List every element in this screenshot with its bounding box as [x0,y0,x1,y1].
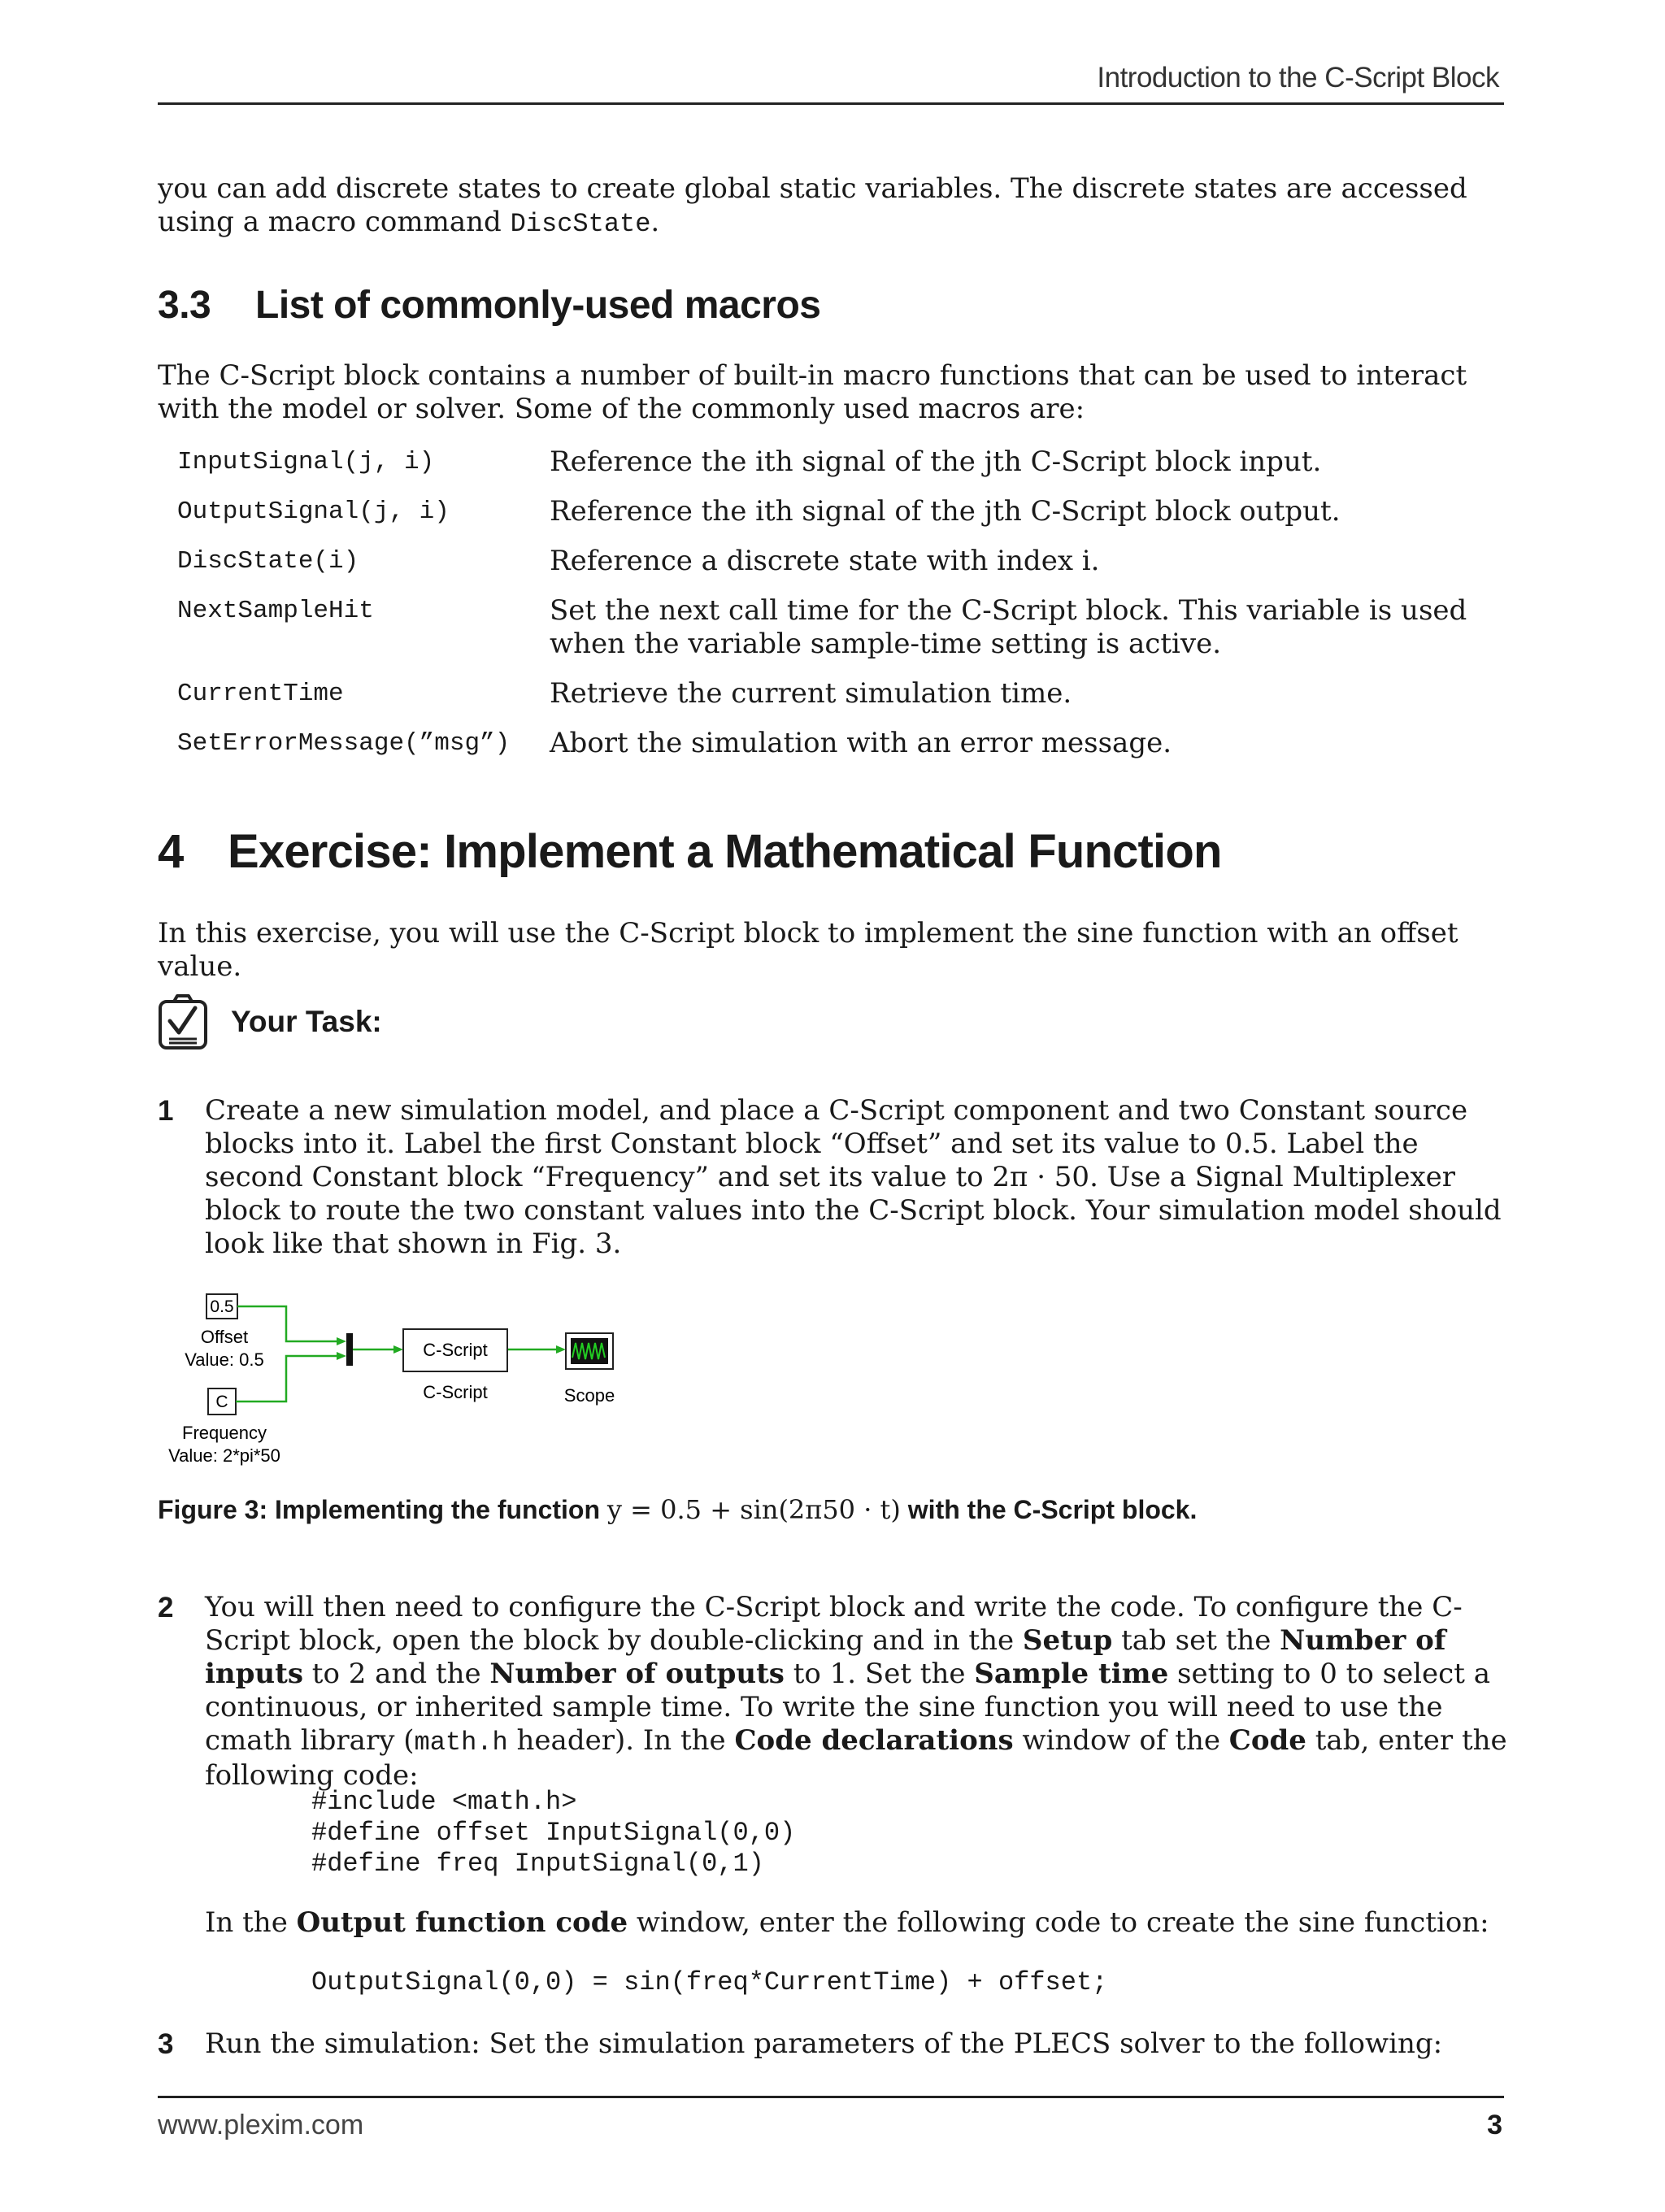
mux-input-arrow-1 [337,1337,346,1345]
step-text-part: to 1. Set the [784,1658,975,1690]
offset-value: 0.5 [210,1297,234,1316]
page-footer [158,2096,1504,2147]
step-text-part: to 2 and the [302,1658,490,1690]
macro-row [177,727,1511,760]
cscript-block-text: C-Script [423,1340,488,1360]
step-text-part: tab, enter the following code: [205,1724,1507,1792]
step-text-part: setting to 0 to select a continuous, or inherited sample time. To write the sine function you will need to use the cmath library ( [205,1658,1490,1757]
macro-desc: Abort the simulation with an error message. [550,727,1172,759]
step-2-output-paragraph [158,1906,1507,1940]
macro-desc: Reference a discrete state with index i. [550,545,1100,577]
num-outputs-term: Number of outputs [489,1658,785,1690]
code-line: #include <math.h> [311,1787,577,1817]
code-line: #define offset InputSignal(0,0) [311,1818,796,1848]
output-function-code-term: Output function code [296,1906,628,1939]
step-text-part: header). In the [507,1724,735,1757]
step-text: Create a new simulation model, and place a C-Script component and two Constant source blocks into it. Label the first Constant block “Offset” and set its value to 0.5. Label the second Constant block “Frequency” and set its value to 2π · 50. Use a Signal Multiplexer block to route the two constant values into the C-Script block. Your simulation model should look like that shown in Fig. 3. [205,1094,1502,1260]
code-tab-term: Code [1228,1724,1306,1757]
macro-row [177,594,1511,661]
setup-term: Setup [1022,1624,1113,1657]
frequency-value: C [215,1393,228,1411]
section-heading-4 [158,824,1222,879]
signal-multiplexer-block [346,1333,353,1366]
intro-code: DiscState [510,209,651,239]
step-2 [158,1591,1507,1793]
step-number: 1 [158,1095,174,1127]
macro-desc: Set the next call time for the C-Script block. This variable is used when the variable sample-time setting is active. [550,594,1467,660]
cscript-label: C-Script [423,1382,488,1402]
macro-row [177,677,1511,711]
macro-name: InputSignal(j, i) [177,448,435,476]
macro-row [177,445,1511,479]
figure-3-diagram [158,1284,646,1480]
step-text-part: window, enter the following code to create the sine function: [628,1906,1489,1939]
sample-time-term: Sample time [974,1658,1169,1690]
scope-input-arrow [556,1345,566,1354]
figure-3-caption [158,1494,1197,1525]
intro-text: you can add discrete states to create global static variables. The discrete states are accessed using a macro command [158,172,1467,238]
section-4-lead: In this exercise, you will use the C-Script block to implement the sine function with an offset value. [158,917,1459,983]
frequency-label: Frequency [182,1423,267,1443]
macro-name: OutputSignal(j, i) [177,498,450,526]
header-title: Introduction to the C-Script Block [1097,62,1499,93]
step-1 [158,1094,1507,1261]
output-code-block [311,1967,1107,1998]
code-line: OutputSignal(0,0) = sin(freq*CurrentTime) + offset; [311,1967,1108,1997]
macro-name: SetErrorMessage(”msg”) [177,729,511,758]
page-number: 3 [1487,2110,1502,2140]
macro-desc: Reference the ith signal of the jth C-Script block input. [550,445,1322,478]
macro-desc: Retrieve the current simulation time. [550,677,1072,710]
section-number: 3.3 [158,284,211,327]
intro-paragraph [158,172,1507,241]
section-title: List of commonly-used macros [255,284,821,327]
section-3-3-lead: The C-Script block contains a number of built-in macro functions that can be used to interact with the model or solver. Some of the commonly used macros are: [158,359,1467,425]
math-h-code: math.h [414,1727,508,1758]
caption-math: y = 0.5 + sin(2π50 · t) [606,1494,901,1525]
mux-input-arrow-2 [337,1352,346,1360]
step-text-part: window of the [1013,1724,1229,1757]
task-label: Your Task: [231,1005,382,1038]
step-text-part: tab set the [1112,1624,1280,1657]
section-number: 4 [158,825,184,878]
code-line: #define freq InputSignal(0,1) [311,1849,764,1879]
num-inputs-term: Number of inputs [205,1624,1446,1690]
macro-name: NextSampleHit [177,597,374,625]
caption-suffix: with the C-Script block. [900,1495,1198,1524]
code-declarations-block [311,1787,795,1880]
macro-row [177,545,1511,578]
offset-param: Value: 0.5 [185,1349,264,1370]
step-number: 3 [158,2028,174,2060]
step-text-part: You will then need to configure the C-Script block and write the code. To configure the C-Script block, open the block by double-clicking and in the [205,1591,1463,1657]
step-text-part: In the [205,1906,297,1939]
section-title: Exercise: Implement a Mathematical Function [228,825,1222,878]
step-text: Run the simulation: Set the simulation parameters of the PLECS solver to the following: [205,2027,1443,2060]
cscript-input-arrow [393,1345,403,1354]
step-3 [158,2027,1507,2061]
macro-name: DiscState(i) [177,547,359,576]
macro-row [177,495,1511,528]
macro-desc: Reference the ith signal of the jth C-Script block output. [550,495,1341,528]
intro-text-end: . [650,206,660,238]
clipboard-check-icon [158,993,208,1050]
step-text [205,1906,1507,1940]
section-heading-3-3 [158,283,820,328]
step-number: 2 [158,1592,174,1623]
scope-label: Scope [563,1385,615,1406]
macro-table [177,445,1511,776]
macro-name: CurrentTime [177,680,344,708]
offset-label: Offset [200,1327,249,1347]
footer-url[interactable]: www.plexim.com [158,2110,364,2140]
code-declarations-term: Code declarations [734,1724,1014,1757]
caption-prefix: Figure 3: Implementing the function [158,1495,607,1524]
frequency-param: Value: 2*pi*50 [168,1445,280,1466]
page-header [158,62,1504,105]
step-text [205,1591,1507,1793]
